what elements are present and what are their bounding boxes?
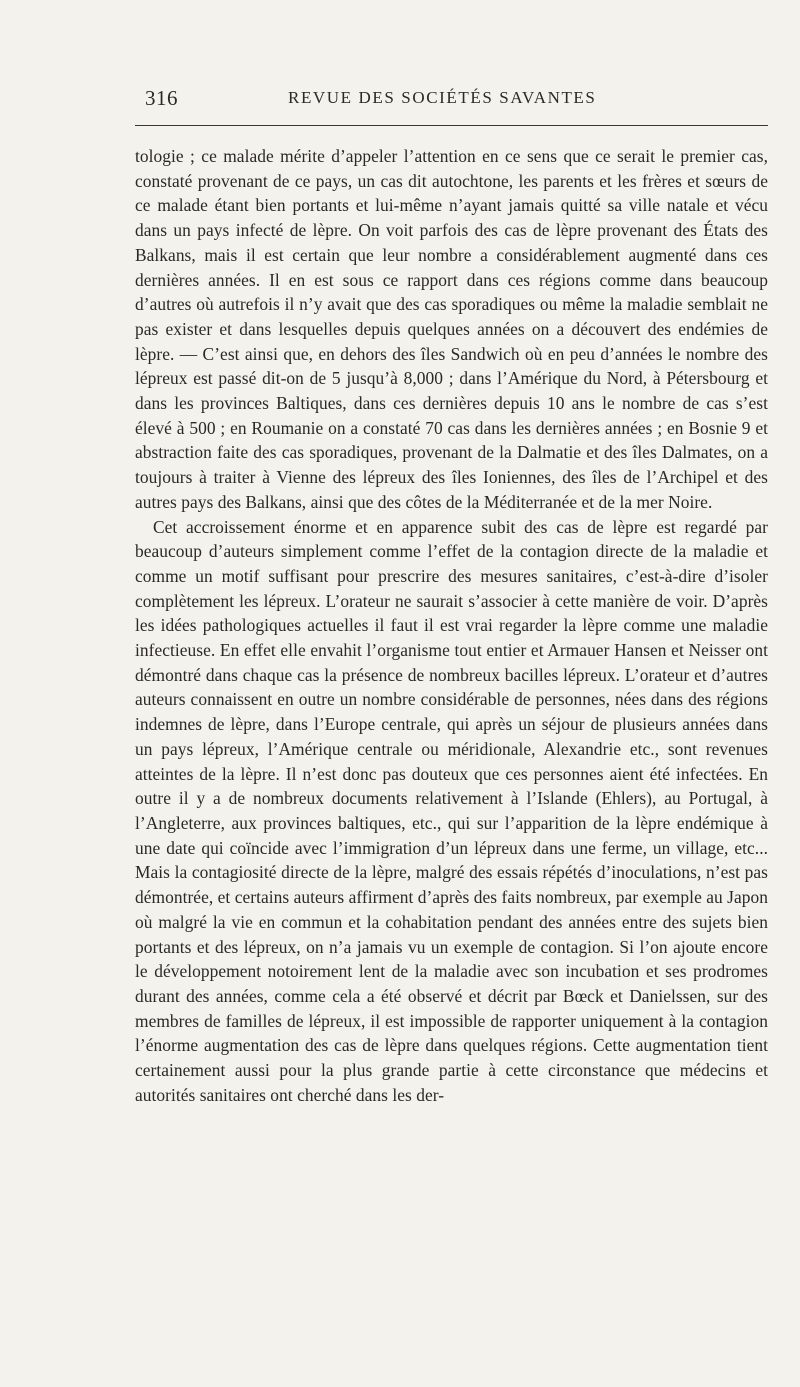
paragraph-1: tologie ; ce malade mérite d’appeler l’attention en ce sens que ce serait le premier cas, constaté provenant de ce pays, un cas dit autochtone, les parents et les frères et sœurs de ce malade étant bien portants et lui-même n’ayant jamais quitté sa ville natale et vécu dans un pays infecté de lèpre. On voit parfois des cas de lèpre provenant des États des Balkans, mais il est certain que leur nombre a considérablement augmenté dans ces dernières années. Il en est sous ce rapport dans ces régions comme dans beaucoup d’autres où autrefois il n’y avait que des cas sporadiques ou même la maladie semblait ne pas exister et dans lesquelles depuis quelques années on a découvert des endémies de lèpre. — C’est ainsi que, en dehors des îles Sandwich où en peu d’années le nombre des lépreux est passé dit-on de 5 jusqu’à 8,000 ; dans l’Amérique du Nord, à Pétersbourg et dans les provinces Baltiques, dans ces dernières depuis 10 ans le nombre de cas s’est élevé à 500 ; en Roumanie on a constaté 70 cas dans les dernières années ; en Bosnie 9 et abstraction faite des cas sporadiques, provenant de la Dalmatie et des îles Dalmates, on a toujours à traiter à Vienne des lépreux des îles Ioniennes, des îles de l’Archipel et des autres pays des Balkans, ainsi que des côtes de la Méditerranée et de la mer Noire.: [135, 146, 768, 512]
paragraph-2: Cet accroissement énorme et en apparence subit des cas de lèpre est regardé par beaucoup d’auteurs simplement comme l’effet de la contagion directe de la maladie et comme un motif suffisant pour prescrire des mesures sanitaires, c’est-à-dire d’isoler complètement les lépreux. L’orateur ne saurait s’associer à cette manière de voir. D’après les idées pathologiques actuelles il faut il est vrai regarder la lèpre comme une maladie infectieuse. En effet elle envahit l’organisme tout entier et Armauer Hansen et Neisser ont démontré dans chaque cas la présence de nombreux bacilles lépreux. L’orateur et d’autres auteurs connaissent en outre un nombre considérable de personnes, nées dans des régions indemnes de lèpre, dans l’Europe centrale, qui après un séjour de plusieurs années dans un pays lépreux, l’Amérique centrale ou méridionale, Alexandrie etc., sont revenues atteintes de la lèpre. Il n’est donc pas douteux que ces personnes aient été infectées. En outre il y a de nombreux documents relativement à l’Islande (Ehlers), au Portugal, à l’Angleterre, aux provinces baltiques, etc., qui sur l’apparition de la lèpre endémique à une date qui coïncide avec l’immigration d’un lépreux dans une ferme, un village, etc... Mais la contagiosité directe de la lèpre, malgré des essais répétés d’inoculations, n’est pas démontrée, et certains auteurs affirment d’après des faits nombreux, par exemple au Japon où malgré la vie en commun et la cohabitation pendant des années entre des sujets bien portants et des lépreux, on n’a jamais vu un exemple de contagion. Si l’on ajoute encore le développement notoirement lent de la maladie avec son incubation et ses prodromes durant des années, comme cela a été observé et décrit par Bœck et Danielssen, sur des membres de familles de lépreux, il est impossible de rapporter uniquement à la contagion l’énorme augmentation des cas de lèpre dans quelques régions. Cette augmentation tient certainement aussi pour la plus grande partie à cette circonstance que médecins et autorités sanitaires ont cherché dans les der-: [135, 516, 768, 1105]
page-number: 316: [145, 86, 178, 110]
running-head: [135, 86, 768, 114]
header-divider: [135, 125, 768, 126]
body-text: [135, 144, 768, 1107]
journal-title: REVUE DES SOCIÉTÉS SAVANTES: [288, 88, 597, 107]
